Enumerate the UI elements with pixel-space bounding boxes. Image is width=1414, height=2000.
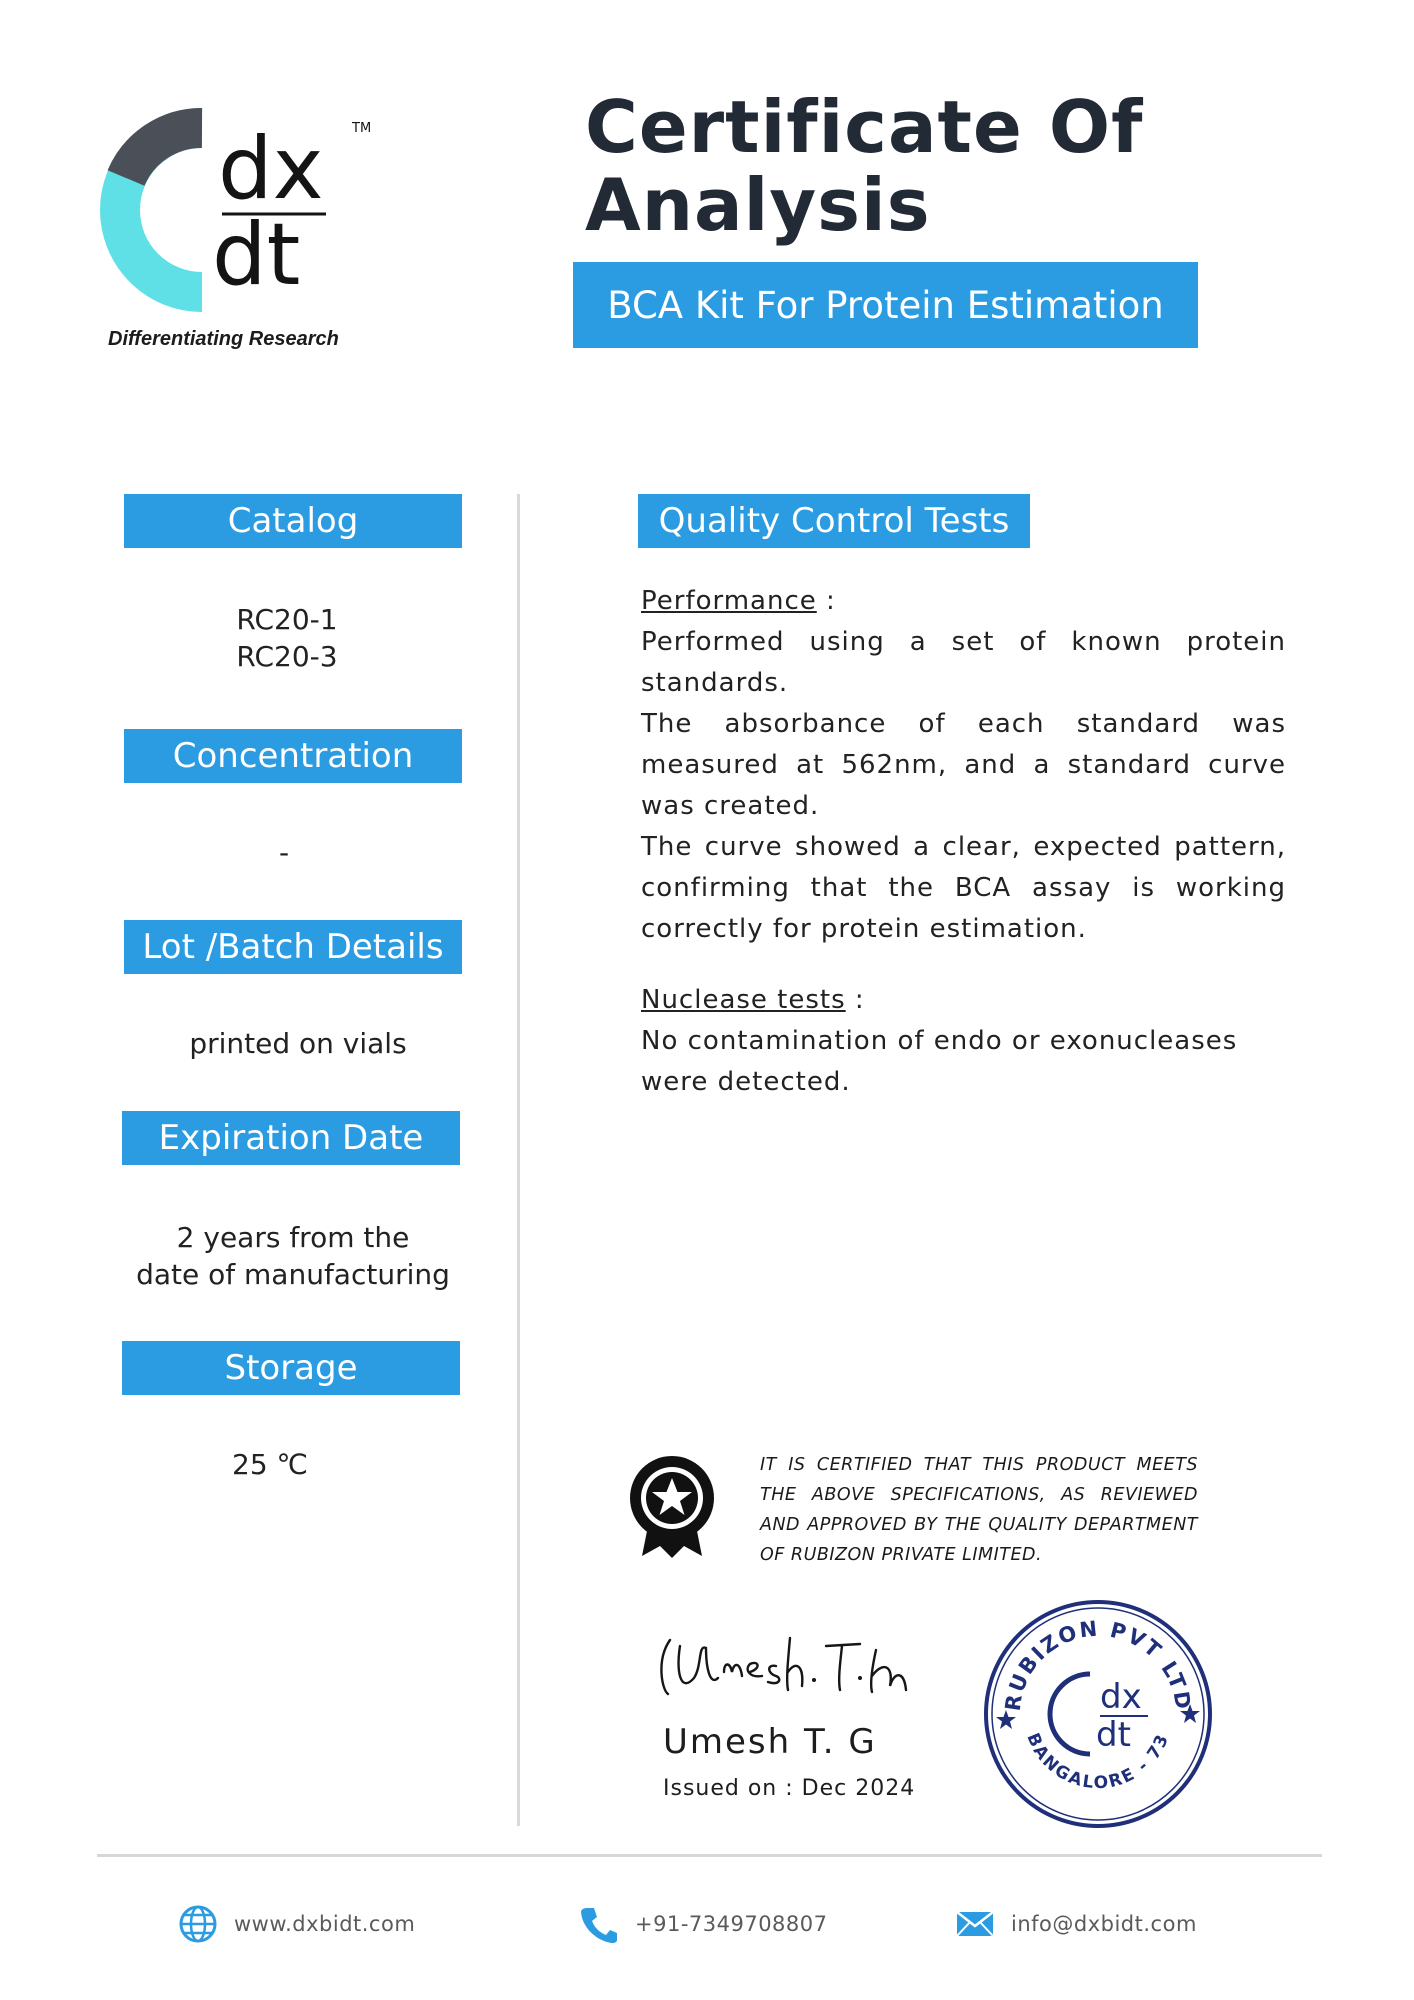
certification-statement: IT IS CERTIFIED THAT THIS PRODUCT MEETS THE ABOVE SPECIFICATIONS, AS REVIEWED AND APPROVED BY THE QUALITY DEPARTMENT OF RUBIZON PRIVATE LIMITED. [760,1455,1198,1565]
logo-tm: TM [352,121,372,136]
lot-batch-value: printed on vials [189,1027,407,1060]
lot-batch-label: Lot /Batch Details [124,920,462,974]
title-line-2: Analysis [585,163,931,247]
nuclease-section: Nuclease tests : No contamination of endo or exonucleases were detected. [641,980,1286,1103]
expiration-line-2: date of manufacturing [136,1258,450,1291]
seal-bottom-text: BANGALORE - 73 [1022,1730,1174,1794]
mail-icon [955,1904,995,1944]
catalog-value: RC20-1 [236,603,338,636]
title-line-1: Certificate Of [585,85,1144,169]
footer-phone[interactable] [579,1904,828,1944]
quality-control-label: Quality Control Tests [638,494,1030,548]
svg-text:RUBIZON PVT LTD [1001,1617,1196,1713]
storage-label: Storage [122,1341,460,1395]
handwritten-signature [650,1620,940,1710]
signatory-name: Umesh T. G [663,1722,877,1762]
phone-icon [579,1904,619,1944]
product-name-banner: BCA Kit For Protein Estimation [573,262,1198,348]
performance-paragraph-3: The curve showed a clear, expected pattern, confirming that the BCA assay is working correctly for protein estimation. [641,832,1286,944]
performance-paragraph-1: Performed using a set of known protein standards. [641,627,1286,698]
expiration-date-label: Expiration Date [122,1111,460,1165]
logo-dt: dt [212,205,301,305]
nuclease-heading: Nuclease tests [641,985,846,1015]
logo-dx: dx [218,119,324,219]
nuclease-paragraph: No contamination of endo or exonucleases were detected. [641,1026,1238,1097]
seal-top-text: RUBIZON PVT LTD [1000,1616,1196,1713]
email-address[interactable]: info@dxbidt.com [1011,1912,1197,1936]
catalog-label: Catalog [124,494,462,548]
storage-value: 25 ℃ [232,1448,308,1481]
performance-section: Performance : Performed using a set of known protein standards. The absorbance of each standard was measured at 562nm, and a standard curve was created. The curve showed a clear, expected pattern, confirming that the BCA assay is working correctly for protein estimation. [641,581,1286,950]
catalog-values [124,601,450,675]
footer-email[interactable] [955,1904,1197,1944]
page-title [585,85,1144,247]
award-badge-icon [628,1454,716,1560]
expiration-date-value [118,1219,468,1293]
expiration-line-1: 2 years from the [176,1221,410,1254]
performance-heading: Performance [641,586,817,616]
logo-tagline: Differentiating Research [108,328,339,350]
catalog-value: RC20-3 [236,640,338,673]
concentration-value: - [278,836,290,869]
globe-icon [178,1904,218,1944]
company-seal [982,1598,1214,1830]
svg-text:dt: dt [1096,1715,1131,1755]
footer-divider [97,1854,1322,1857]
performance-paragraph-2: The absorbance of each standard was measured at 562nm, and a standard curve was created. [641,709,1286,821]
footer-website[interactable] [178,1904,415,1944]
issued-date: Issued on : Dec 2024 [663,1776,916,1801]
column-divider [517,494,520,1826]
website-link[interactable]: www.dxbidt.com [234,1912,416,1936]
phone-number[interactable]: +91-7349708807 [635,1912,828,1936]
svg-text:dx: dx [1100,1677,1142,1717]
concentration-label: Concentration [124,729,462,783]
